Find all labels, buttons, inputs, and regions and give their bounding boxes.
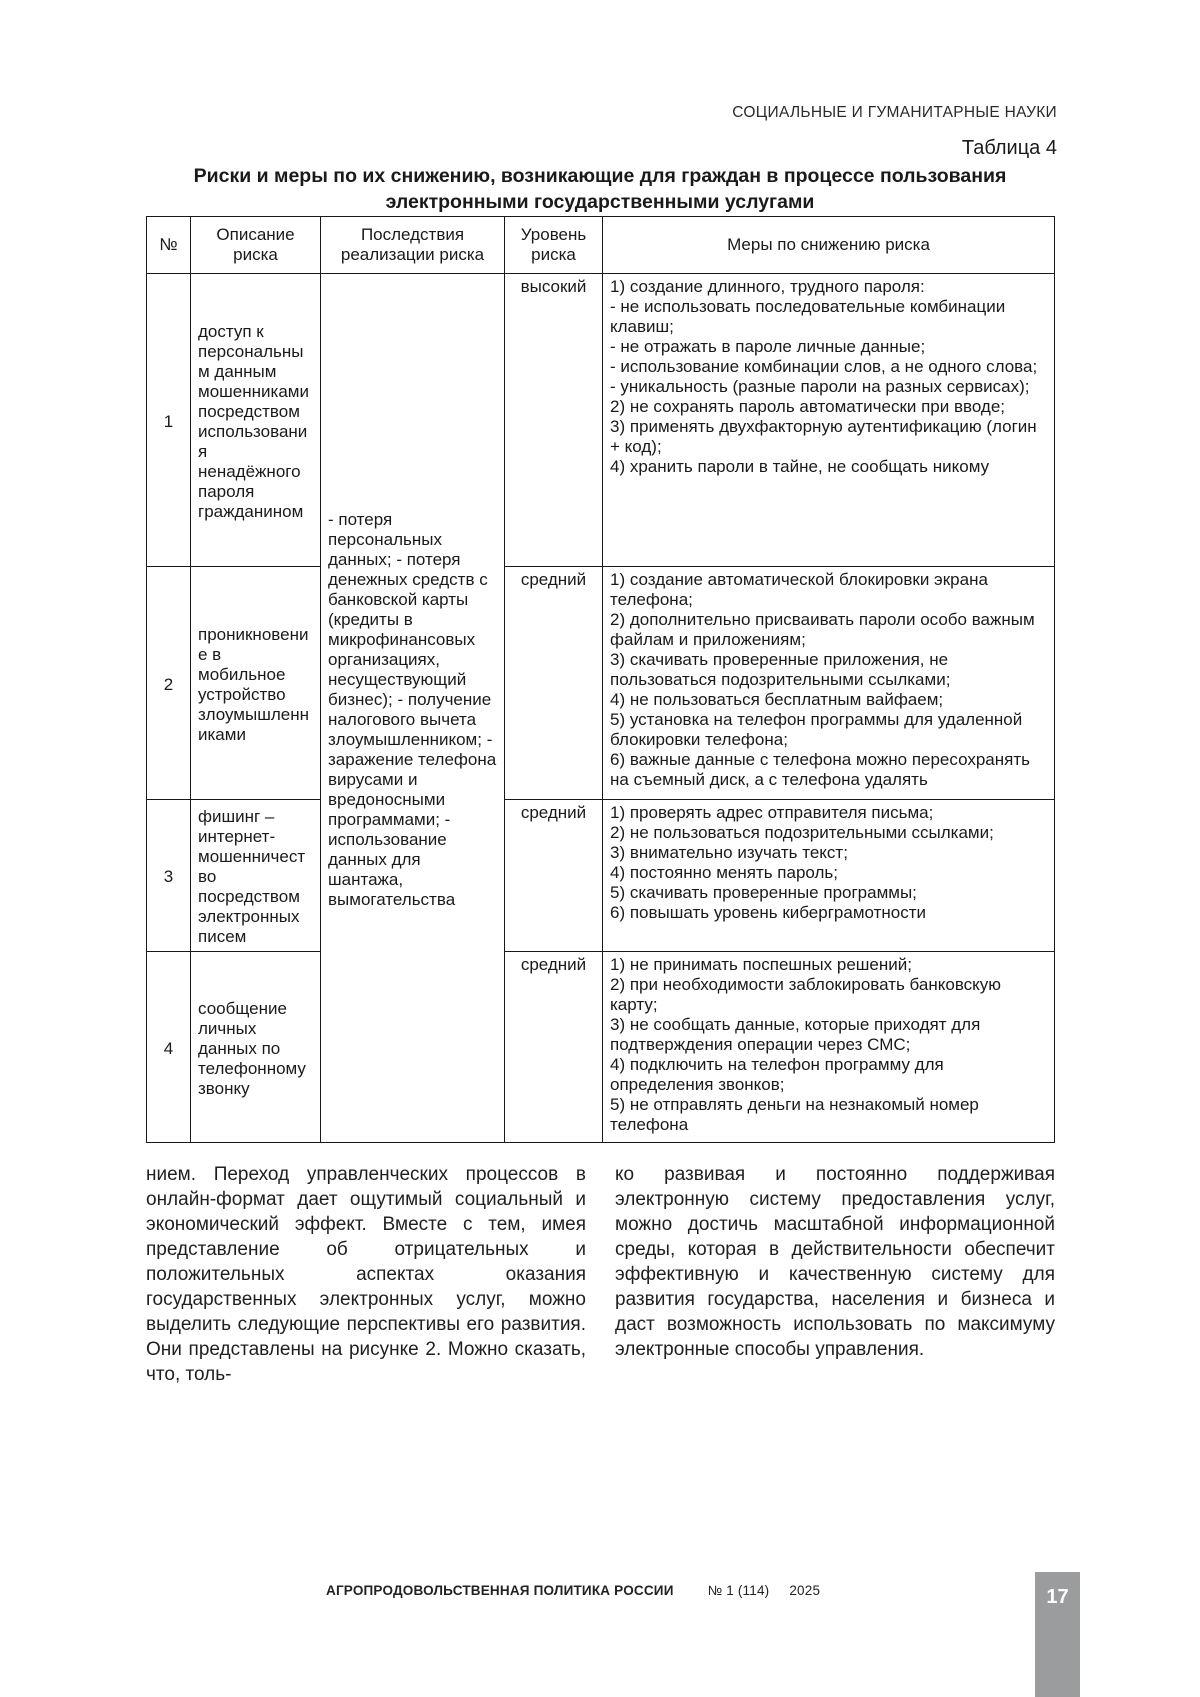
- measure-item: 4) не пользоваться бесплатным вайфаем;: [610, 690, 944, 709]
- body-text-left-column: нием. Переход управленческих процессов в онлайн-формат дает ощутимый социальный и экономический эффект. Вместе с тем, имея представление об отрицательных и положительных аспектах оказания государственных электронных услуг, можно выделить следующие перспективы его развития. Они представлены на рисунке 2. Можно сказать, что, толь-: [146, 1164, 586, 1385]
- measure-item: 1) проверять адрес отправителя письма;: [610, 803, 934, 822]
- table-row: [147, 952, 1055, 1143]
- risk-level: средний: [505, 567, 603, 800]
- issue-year: 2025: [789, 1583, 821, 1598]
- table-header-row: [147, 217, 1055, 274]
- row-number: 2: [147, 567, 191, 800]
- measure-item: - не отражать в пароле личные данные;: [610, 337, 926, 356]
- measure-item: 1) создание автоматической блокировки экрана телефона;: [610, 570, 988, 609]
- risk-consequences: - потеря персональных данных; - потеря денежных средств с банковской карты (кредиты в микрофинансовых организациях, несуществующий бизнес); - получение налогового вычета злоумышленником; - заражение телефона вирусами и вредоносными программами; - использование данных для шантажа, вымогательства: [321, 274, 505, 1143]
- column-header-level: Уровень риска: [505, 217, 603, 274]
- risk-measures: [603, 952, 1055, 1143]
- table-row: [147, 567, 1055, 800]
- measure-item: 4) хранить пароли в тайне, не сообщать никому: [610, 457, 990, 476]
- body-text-right-column: ко развивая и постоянно поддерживая электронную систему предоставления услуг, можно достичь масштабной информационной среды, которая в действительности обеспечит эффективную и качественную систему для развития государства, населения и бизнеса и даст возможность использовать по максимуму электронные способы управления.: [615, 1164, 1055, 1360]
- risk-description: фишинг – интернет-мошенничество посредством электронных писем: [191, 800, 321, 952]
- measure-item: 2) дополнительно присваивать пароли особо важным файлам и приложениям;: [610, 610, 1035, 649]
- risk-measures: [603, 274, 1055, 567]
- table-row: [147, 274, 1055, 567]
- measure-item: 4) подключить на телефон программу для определения звонков;: [610, 1055, 944, 1094]
- page-number: 17: [1046, 1586, 1069, 1608]
- measure-item: 1) создание длинного, трудного пароля:: [610, 277, 925, 296]
- column-header-consequences: Последствия реализации риска: [321, 217, 505, 274]
- measure-item: 4) постоянно менять пароль;: [610, 863, 839, 882]
- risk-measures: [603, 800, 1055, 952]
- measure-item: 5) не отправлять деньги на незнакомый номер телефона: [610, 1095, 979, 1134]
- measure-item: - использование комбинации слов, а не одного слова;: [610, 357, 1038, 376]
- page-number-tab: [1035, 1572, 1080, 1697]
- measure-item: 1) не принимать поспешных решений;: [610, 955, 912, 974]
- journal-name: АГРОПРОДОВОЛЬСТВЕННАЯ ПОЛИТИКА РОССИИ: [326, 1583, 674, 1598]
- risk-description: сообщение личных данных по телефонному звонку: [191, 952, 321, 1143]
- measure-item: - уникальность (разные пароли на разных сервисах);: [610, 377, 1030, 396]
- row-number: 1: [147, 274, 191, 567]
- table-title: Риски и меры по их снижению, возникающие для граждан в процессе пользования электронными государственными услугами: [193, 165, 1007, 213]
- measure-item: 2) не сохранять пароль автоматически при вводе;: [610, 397, 1006, 416]
- measure-item: - не использовать последовательные комбинации клавиш;: [610, 297, 1006, 336]
- measure-item: 6) важные данные с телефона можно пересохранять на съемный диск, а с телефона удалять: [610, 750, 1030, 789]
- row-number: 4: [147, 952, 191, 1143]
- table-label: Таблица 4: [961, 137, 1057, 159]
- measure-item: 3) скачивать проверенные приложения, не пользоваться подозрительными ссылками;: [610, 650, 951, 689]
- footer: [326, 1583, 820, 1598]
- risk-level: высокий: [505, 274, 603, 567]
- issue-number: № 1 (114): [707, 1583, 770, 1598]
- risk-level: средний: [505, 952, 603, 1143]
- measure-item: 5) установка на телефон программы для удаленной блокировки телефона;: [610, 710, 1023, 749]
- column-header-number: №: [147, 217, 191, 274]
- risk-level: средний: [505, 800, 603, 952]
- measure-item: 5) скачивать проверенные программы;: [610, 883, 917, 902]
- measure-item: 3) внимательно изучать текст;: [610, 843, 848, 862]
- measure-item: 2) при необходимости заблокировать банковскую карту;: [610, 975, 1002, 1014]
- column-header-measures: Меры по снижению риска: [603, 217, 1055, 274]
- risk-measures: [603, 567, 1055, 800]
- section-header: СОЦИАЛЬНЫЕ И ГУМАНИТАРНЫЕ НАУКИ: [732, 104, 1057, 121]
- column-header-description: Описание риска: [191, 217, 321, 274]
- measure-item: 3) не сообщать данные, которые приходят для подтверждения операции через СМС;: [610, 1015, 981, 1054]
- row-number: 3: [147, 800, 191, 952]
- measure-item: 6) повышать уровень киберграмотности: [610, 903, 926, 922]
- risk-description: проникновение в мобильное устройство злоумышленниками: [191, 567, 321, 800]
- table-row: [147, 800, 1055, 952]
- measure-item: 2) не пользоваться подозрительными ссылками;: [610, 823, 994, 842]
- risk-description: доступ к персональным данным мошенниками посредством использования ненадёжного пароля гражданином: [191, 274, 321, 567]
- measure-item: 3) применять двухфакторную аутентификацию (логин + код);: [610, 417, 1037, 456]
- risk-table: [146, 216, 1055, 1143]
